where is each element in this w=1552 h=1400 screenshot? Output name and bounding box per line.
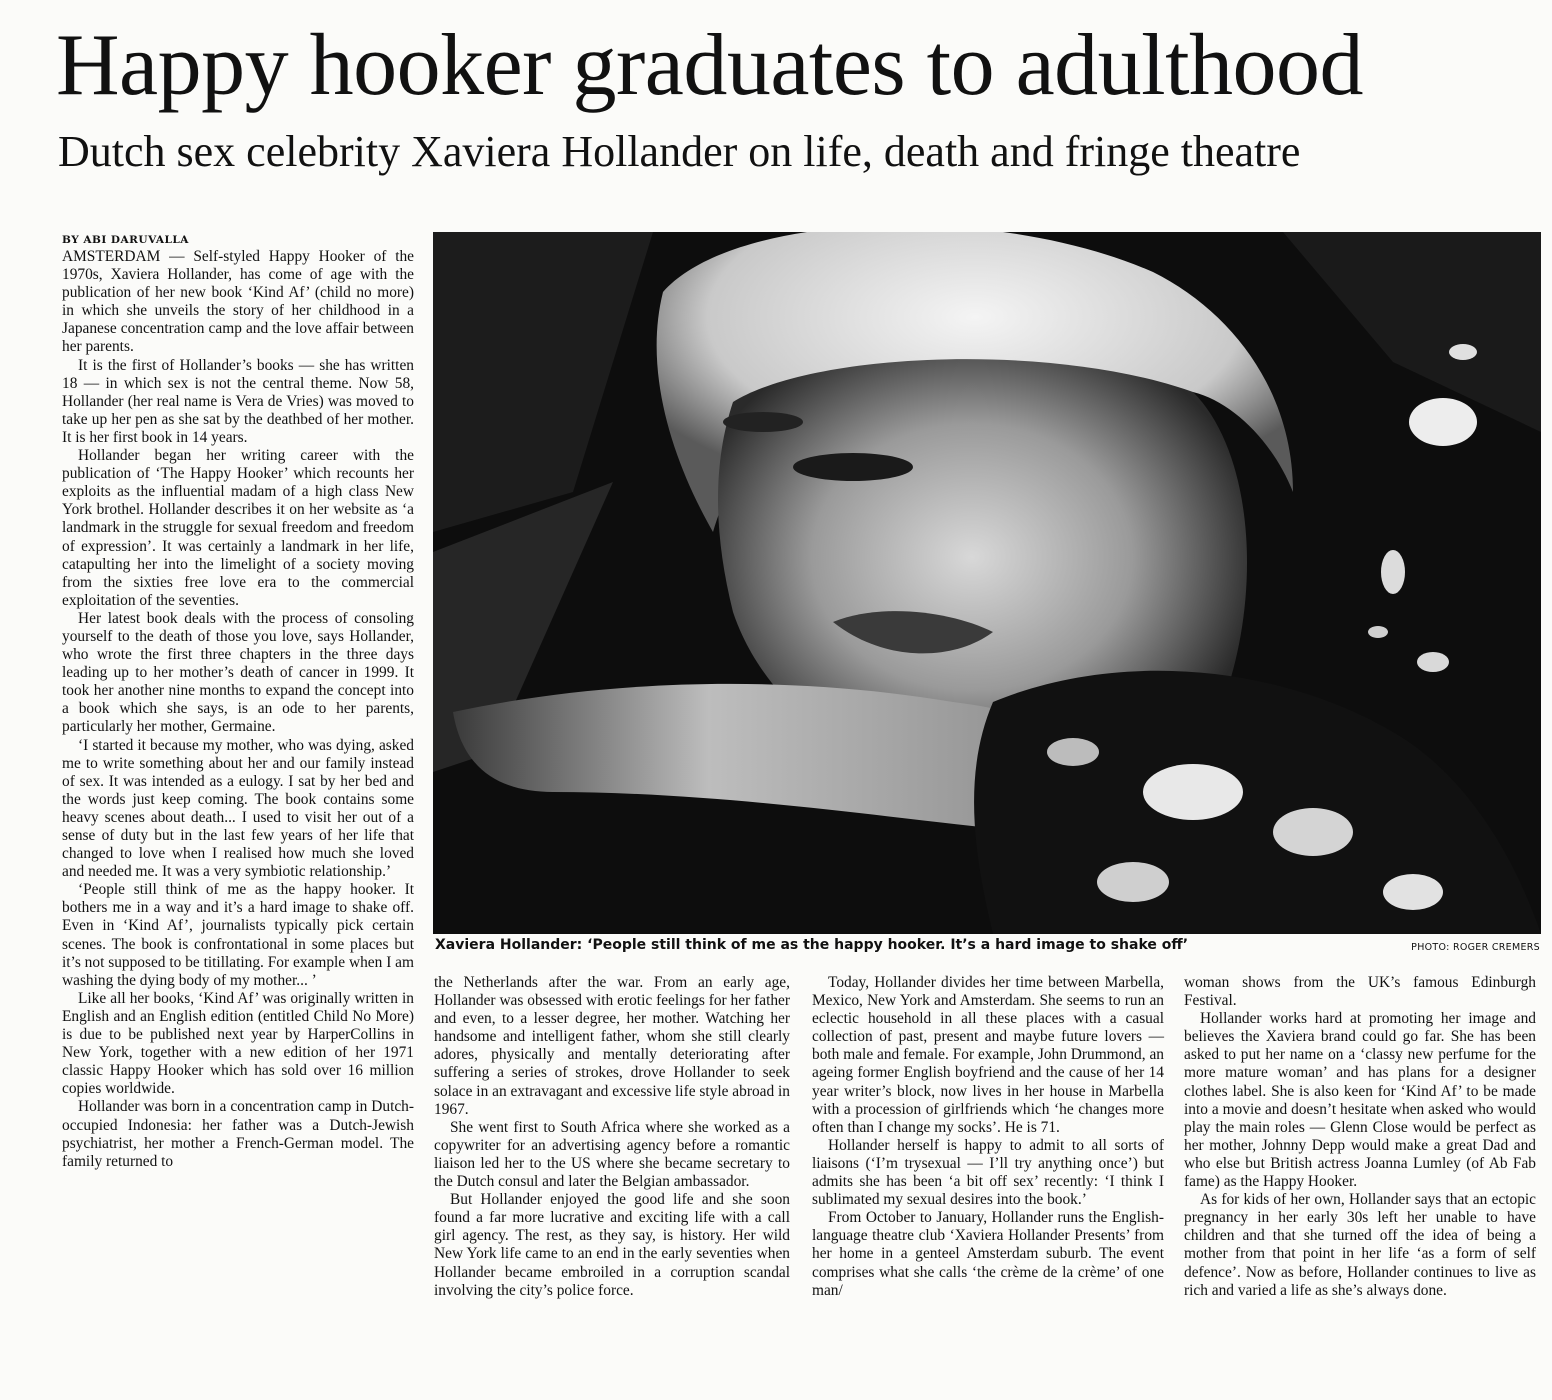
paragraph: But Hollander enjoyed the good life and she soon found a far more lucrative and exciting life with a call girl agency. The rest, as they say, is history. Her wild New York life came to an end in the early seventies when Hollander became embroiled in a corruption scandal involving the city’s police force. [434,1191,790,1299]
paragraph: She went first to South Africa where she worked as a copywriter for an advertising agency before a romantic liaison led her to the US where she became secretary to the Dutch consul and later the Belgian ambassador. [434,1118,790,1191]
paragraph: As for kids of her own, Hollander says that an ectopic pregnancy in her early 30s left her unable to have children and that she turned off the idea of being a mother from that point in her life ‘as a form of self defence’. Now as before, Hollander continues to live as rich and varied a life as she’s always done. [1184,1191,1536,1299]
paragraph: Hollander works hard at promoting her image and believes the Xaviera brand could go far. She has been asked to put her name on a ‘classy new perfume for the more mature woman’ and has plans for a designer clothes label. She is also keen for ‘Kind Af’ to be made into a movie and doesn’t hesitate when asked who would play the main roles — Glenn Close would be perfect as her mother, Johnny Depp would make a great Dad and who else but British actress Joanna Lumley (of Ab Fab fame) as the Happy Hooker. [1184,1010,1536,1191]
paragraph: Hollander began her writing career with the publication of ‘The Happy Hooker’ which recounts her exploits as the influential madam of a high class New York brothel. Hollander describes it on her website as ‘a landmark in the struggle for sexual freedom and freedom of expression’. It was certainly a landmark in her life, catapulting her into the limelight of a society moving from the sixties free love era to the commercial exploitation of the seventies. [62,447,414,609]
byline: BY ABI DARUVALLA [62,234,189,246]
photo-caption: Xaviera Hollander: ‘People still think of me as the happy hooker. It’s a hard image to shake off’ [435,937,1189,953]
paragraph: It is the first of Hollander’s books — she has written 18 — in which sex is not the central theme. Now 58, Hollander (her real name is Vera de Vries) was moved to take up her pen as she sat by the deathbed of her mother. It is her first book in 14 years. [62,356,414,446]
paragraph: Hollander was born in a concentration camp in Dutch-occupied Indonesia: her father was a Dutch-Jewish psychiatrist, her mother a French-German model. The family returned to [62,1098,414,1170]
paragraph: woman shows from the UK’s famous Edinburgh Festival. [1184,974,1536,1010]
paragraph: Her latest book deals with the process of consoling yourself to the death of those you love, says Hollander, who wrote the first three chapters in the three days leading up to her mother’s death of cancer in 1999. It took her another nine months to expand the concept into a book which she says, is an ode to her parents, particularly her mother, Germaine. [62,609,414,736]
article-column-3 [812,974,1164,1300]
portrait-photo [433,232,1541,934]
headline: Happy hooker graduates to adulthood [56,17,1364,114]
paragraph: AMSTERDAM — Self-styled Happy Hooker of the 1970s, Xaviera Hollander, has come of age with the publication of her new book ‘Kind Af’ (child no more) in which she unveils the story of her childhood in a Japanese concentration camp and the love affair between her parents. [62,248,414,356]
paragraph: the Netherlands after the war. From an early age, Hollander was obsessed with erotic feelings for her father and even, to a lesser degree, her mother. Watching her handsome and intelligent father, whom she still clearly adores, physically and mentally deteriorating after suffering a series of strokes, drove Hollander to seek solace in an extravagant and excessive life style abroad in 1967. [434,974,790,1118]
article-column-2 [434,974,790,1300]
article-column-1 [62,232,414,1171]
subheadline: Dutch sex celebrity Xaviera Hollander on life, death and fringe theatre [58,127,1301,176]
article-column-4 [1184,974,1536,1300]
paragraph: Today, Hollander divides her time between Marbella, Mexico, New York and Amsterdam. She seems to run an eclectic household in all these places with a casual collection of past, present and maybe future lovers — both male and female. For example, John Drummond, an ageing former English boyfriend and the cause of her 14 year writer’s block, now lives in her house in Marbella with a procession of girlfriends which ‘he changes more often than I change my socks’. He is 71. [812,974,1164,1136]
paragraph: ‘People still think of me as the happy hooker. It bothers me in a way and it’s a hard image to shake off. Even in ‘Kind Af’, journalists typically pick certain scenes. The book is confrontational in some places but it’s not supposed to be titillating. For example when I am washing the dying body of my mother... ’ [62,881,414,989]
paragraph: Hollander herself is happy to admit to all sorts of liaisons (‘I’m trysexual — I’ll try anything once’) but admits she has been ‘a bit off sex’ recently: ‘I think I sublimated my sexual desires into the book.’ [812,1136,1164,1209]
photo-credit: PHOTO: ROGER CREMERS [1411,942,1540,953]
paragraph: ‘I started it because my mother, who was dying, asked me to write something about her and our family instead of sex. It was intended as a eulogy. I sat by her bed and the words just keep coming. The book contains some heavy scenes about death... I used to visit her out of a sense of duty but in the last few years of her life that changed to love when I realised how much she loved and needed me. It was a very symbiotic relationship.’ [62,736,414,881]
paragraph: From October to January, Hollander runs the English-language theatre club ‘Xaviera Hollander Presents’ from her home in a genteel Amsterdam suburb. The event comprises what she calls ‘the crème de la crème’ of one man/ [812,1209,1164,1299]
paragraph: Like all her books, ‘Kind Af’ was originally written in English and an English edition (entitled Child No More) is due to be published next year by HarperCollins in New York, together with a new edition of her 1971 classic Happy Hooker which has sold over 16 million copies worldwide. [62,989,414,1098]
portrait-illustration [433,232,1541,934]
